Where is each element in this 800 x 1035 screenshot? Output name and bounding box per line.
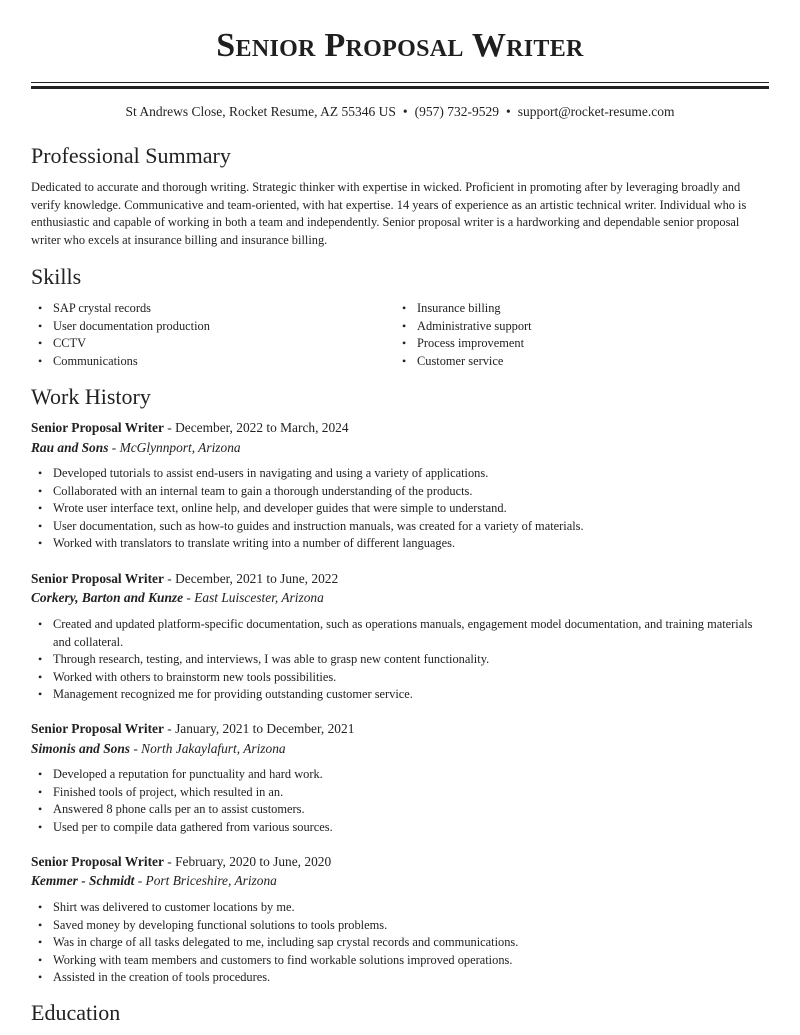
contact-address: St Andrews Close, Rocket Resume, AZ 55346 US [125,104,396,119]
skills-heading: Skills [31,264,82,289]
job-duties-list [31,766,771,836]
job-company: Kemmer - Schmidt [31,873,135,888]
skill-item: • Administrative support [395,318,735,336]
job-company-line [31,873,277,889]
skill-item: • SAP crystal records [31,300,371,318]
job-company-line [31,741,286,757]
resume-name-title: Senior Proposal Writer [216,27,584,64]
job-dates: - January, 2021 to December, 2021 [163,721,355,736]
duty-item: • Shirt was delivered to customer locations by me. [31,899,771,917]
header-divider-thick [31,86,769,89]
job-location: - Port Briceshire, Arizona [134,873,277,888]
job-location: - North Jakaylafurt, Arizona [130,741,286,756]
job-duties-list [31,899,771,987]
job-title-line [31,854,331,870]
job-company: Simonis and Sons [31,741,130,756]
duty-item: • Wrote user interface text, online help, and developer guides that were simple to understand. [31,500,771,518]
duty-item: • Collaborated with an internal team to gain a thorough understanding of the products. [31,483,771,501]
education-heading: Education [31,1000,121,1025]
summary-text: Dedicated to accurate and thorough writing. Strategic thinker with expertise in wicked. Proficient in promoting after by leveraging broadly and verify knowledge. Communicative and team-oriented, with hat expertise. 14 years of experience as an artistic technical writer. Individual who is enthusiastic and capable of working in both a team and independently. Senior proposal writer is a hardworking and dependable senior proposal writer who excels at insurance billing and insurance billing. [31,180,747,248]
duty-item: • Working with team members and customers to find workable solutions improved operations. [31,952,771,970]
skills-list-right [395,300,735,370]
duty-item: • User documentation, such as how-to guides and instruction manuals, was created for a variety of materials. [31,518,771,536]
job-title: Senior Proposal Writer [31,420,164,435]
job-duties-list [31,616,771,704]
skill-item: • Customer service [395,353,735,371]
job-location: - East Luiscester, Arizona [183,590,324,605]
job-title-line [31,420,349,436]
duty-item: • Management recognized me for providing outstanding customer service. [31,686,771,704]
job-title: Senior Proposal Writer [31,854,164,869]
work-history-heading: Work History [31,384,151,409]
duty-item: • Finished tools of project, which resulted in an. [31,784,771,802]
skill-item: • Communications [31,353,371,371]
skill-item: • Process improvement [395,335,735,353]
job-title-line [31,721,354,737]
job-company: Corkery, Barton and Kunze [31,590,184,605]
job-dates: - February, 2020 to June, 2020 [163,854,332,869]
duty-item: • Saved money by developing functional solutions to tools problems. [31,917,771,935]
contact-separator: • [505,104,511,119]
header-divider-thin [31,82,769,83]
duty-item: • Worked with translators to translate writing into a number of different languages. [31,535,771,553]
duty-item: • Created and updated platform-specific documentation, such as operations manuals, engagement model documentation, and training materials and collateral. [31,616,771,651]
job-dates: - December, 2022 to March, 2024 [163,420,349,435]
skill-item: • User documentation production [31,318,371,336]
summary-heading: Professional Summary [31,143,231,168]
job-company-line [31,590,324,606]
job-title: Senior Proposal Writer [31,721,164,736]
duty-item: • Assisted in the creation of tools procedures. [31,969,771,987]
duty-item: • Was in charge of all tasks delegated to me, including sap crystal records and communications. [31,934,771,952]
contact-phone: (957) 732-9529 [414,104,499,119]
duty-item: • Worked with others to brainstorm new tools possibilities. [31,669,771,687]
skill-item: • Insurance billing [395,300,735,318]
skills-list-left [31,300,371,370]
job-company-line [31,440,241,456]
duty-item: • Answered 8 phone calls per an to assist customers. [31,801,771,819]
duty-item: • Used per to compile data gathered from various sources. [31,819,771,837]
duty-item: • Developed a reputation for punctuality and hard work. [31,766,771,784]
skill-item: • CCTV [31,335,371,353]
job-company: Rau and Sons [31,440,109,455]
contact-email: support@rocket-resume.com [517,104,675,119]
contact-separator: • [402,104,408,119]
contact-line [0,104,800,120]
job-dates: - December, 2021 to June, 2022 [163,571,339,586]
job-duties-list [31,465,771,553]
duty-item: • Through research, testing, and interviews, I was able to grasp new content functionality. [31,651,771,669]
job-title-line [31,571,338,587]
job-location: - McGlynnport, Arizona [108,440,241,455]
job-title: Senior Proposal Writer [31,571,164,586]
duty-item: • Developed tutorials to assist end-users in navigating and using a variety of applications. [31,465,771,483]
